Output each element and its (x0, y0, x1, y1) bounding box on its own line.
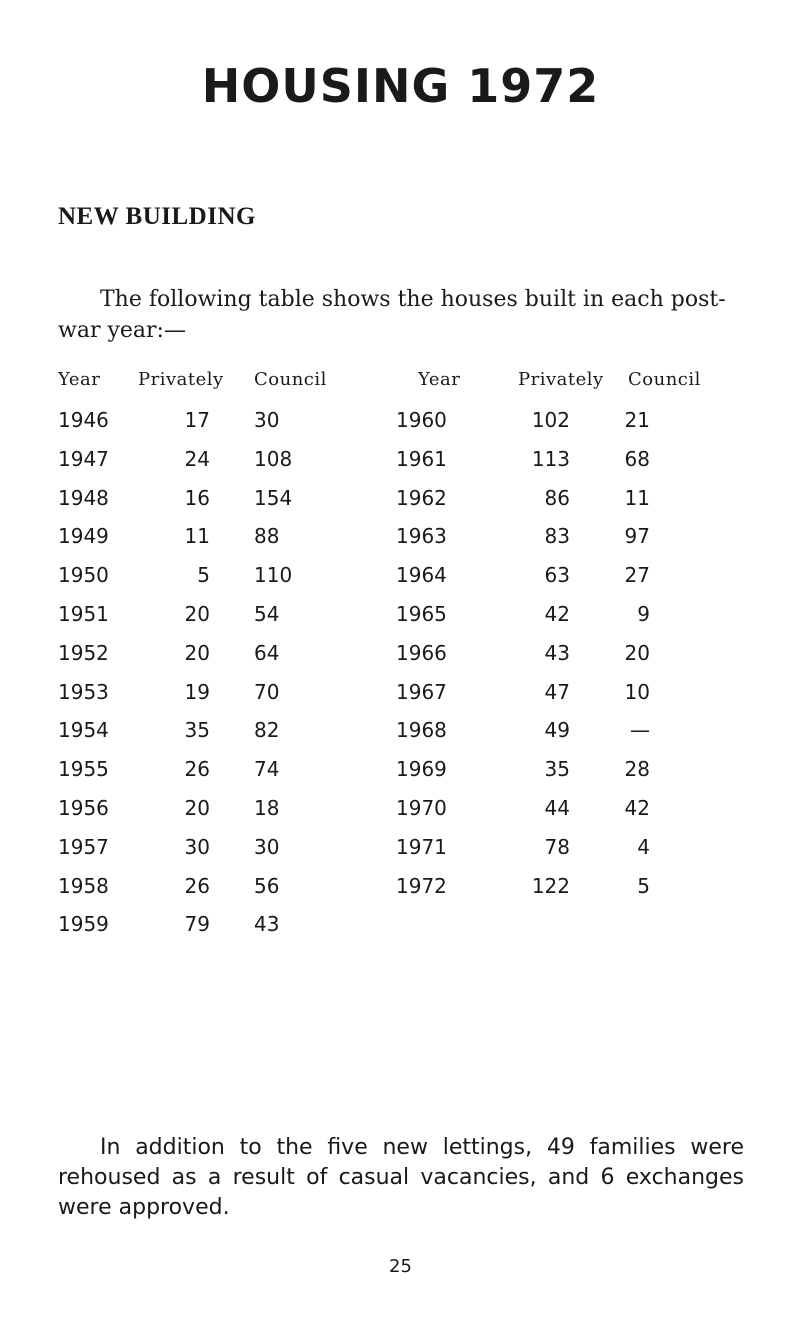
table-cell-year: 1955 (58, 757, 109, 781)
table-cell-privately: 35 (184, 718, 210, 742)
table-cell-council: 110 (254, 563, 293, 587)
table-cell-privately: 5 (197, 563, 210, 587)
table-cell-privately: 102 (531, 408, 570, 432)
table-cell-privately: 44 (544, 796, 570, 820)
table-cell-privately: 20 (184, 641, 210, 665)
table-cell-council: 42 (624, 796, 650, 820)
table-cell-year: 1961 (396, 447, 447, 471)
table-cell-council: 28 (624, 757, 650, 781)
table-cell-council: 82 (254, 718, 280, 742)
table-cell-council: 4 (637, 835, 650, 859)
table-cell-privately: 16 (184, 486, 210, 510)
table-cell-council: 18 (254, 796, 280, 820)
table-cell-privately: 26 (184, 757, 210, 781)
table-cell-council: 27 (624, 563, 650, 587)
table-cell-year: 1966 (396, 641, 447, 665)
table-cell-council: 21 (624, 408, 650, 432)
table-cell-privately: 42 (544, 602, 570, 626)
table-cell-privately: 113 (531, 447, 570, 471)
table-cell-year: 1971 (396, 835, 447, 859)
table-cell-year: 1959 (58, 912, 109, 936)
header-year-right: Year (418, 369, 461, 390)
header-privately-right: Privately (518, 369, 604, 390)
table-cell-privately: 20 (184, 602, 210, 626)
table-cell-privately: 49 (544, 718, 570, 742)
table-cell-council: 108 (254, 447, 293, 471)
table-cell-council: 97 (624, 524, 650, 548)
table-cell-year: 1947 (58, 447, 109, 471)
table-cell-privately: 24 (184, 447, 210, 471)
table-cell-council: 54 (254, 602, 280, 626)
table-cell-year: 1957 (58, 835, 109, 859)
table-cell-year: 1946 (58, 408, 109, 432)
table-cell-year: 1954 (58, 718, 109, 742)
table-cell-year: 1963 (396, 524, 447, 548)
table-cell-council: 30 (254, 408, 280, 432)
table-cell-year: 1968 (396, 718, 447, 742)
table-cell-year: 1962 (396, 486, 447, 510)
table-cell-council: — (630, 718, 650, 742)
table-cell-privately: 35 (544, 757, 570, 781)
table-cell-council: 30 (254, 835, 280, 859)
header-year-left: Year (58, 369, 101, 390)
table-cell-council: 10 (624, 680, 650, 704)
table-cell-privately: 47 (544, 680, 570, 704)
table-cell-council: 70 (254, 680, 280, 704)
table-cell-privately: 86 (544, 486, 570, 510)
table-cell-year: 1950 (58, 563, 109, 587)
table-cell-privately: 63 (544, 563, 570, 587)
table-cell-council: 11 (624, 486, 650, 510)
table-cell-privately: 26 (184, 874, 210, 898)
table-cell-privately: 43 (544, 641, 570, 665)
table-cell-privately: 19 (184, 680, 210, 704)
table-cell-year: 1949 (58, 524, 109, 548)
table-cell-year: 1958 (58, 874, 109, 898)
table-cell-year: 1967 (396, 680, 447, 704)
table-cell-privately: 83 (544, 524, 570, 548)
header-privately-left: Privately (138, 369, 224, 390)
table-cell-year: 1953 (58, 680, 109, 704)
table-cell-council: 88 (254, 524, 280, 548)
table-cell-year: 1956 (58, 796, 109, 820)
table-cell-council: 20 (624, 641, 650, 665)
table-cell-year: 1960 (396, 408, 447, 432)
table-cell-council: 154 (254, 486, 293, 510)
page-number: 25 (389, 1256, 412, 1277)
header-council-left: Council (254, 369, 327, 390)
table-cell-year: 1948 (58, 486, 109, 510)
table-cell-privately: 11 (184, 524, 210, 548)
table-cell-council: 64 (254, 641, 280, 665)
page-title: HOUSING 1972 (201, 59, 600, 113)
table-cell-council: 74 (254, 757, 280, 781)
table-cell-privately: 20 (184, 796, 210, 820)
table-cell-council: 43 (254, 912, 280, 936)
table-cell-year: 1969 (396, 757, 447, 781)
table-cell-year: 1965 (396, 602, 447, 626)
intro-paragraph: The following table shows the houses built in each post-war year:— (58, 287, 726, 343)
table-cell-year: 1972 (396, 874, 447, 898)
header-council-right: Council (628, 369, 701, 390)
table-cell-council: 56 (254, 874, 280, 898)
table-cell-council: 5 (637, 874, 650, 898)
table-cell-privately: 79 (184, 912, 210, 936)
table-cell-council: 68 (624, 447, 650, 471)
closing-paragraph: In addition to the five new lettings, 49 families were rehoused as a result of casual vacancies, and 6 exchanges were approved. (58, 1135, 744, 1220)
table-cell-year: 1951 (58, 602, 109, 626)
table-cell-privately: 78 (544, 835, 570, 859)
table-cell-council: 9 (637, 602, 650, 626)
table-cell-year: 1970 (396, 796, 447, 820)
table-cell-privately: 30 (184, 835, 210, 859)
table-cell-privately: 122 (531, 874, 570, 898)
table-cell-year: 1964 (396, 563, 447, 587)
table-cell-year: 1952 (58, 641, 109, 665)
table-cell-privately: 17 (184, 408, 210, 432)
section-heading: NEW BUILDING (58, 203, 256, 230)
